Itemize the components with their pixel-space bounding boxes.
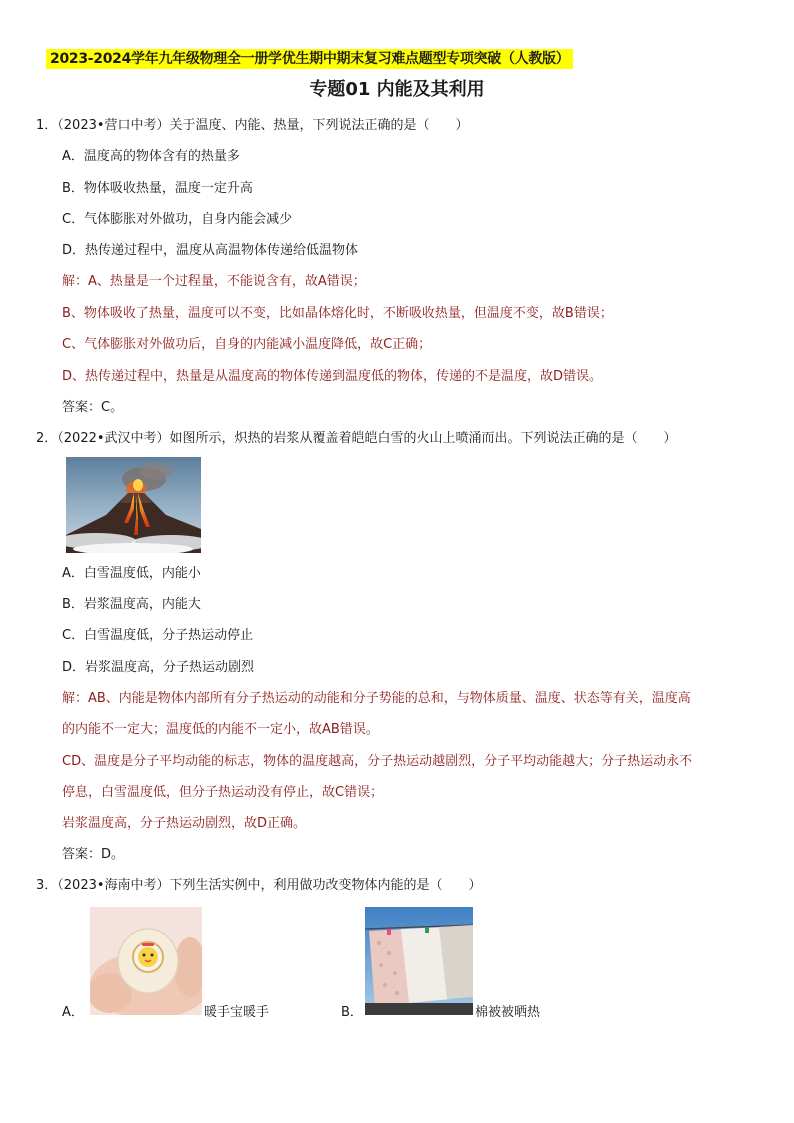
q1-solution-line: D、热传递过程中，热量是从温度高的物体传递到温度低的物体，传递的不是温度，故D错误。	[62, 369, 603, 384]
quilt-drying-image	[365, 907, 473, 1015]
page-title: 专题01 内能及其利用	[309, 79, 485, 100]
q2-solution-line: 岩浆温度高，分子热运动剧烈，故D正确。	[62, 816, 307, 831]
q1-solution-line: B、物体吸收了热量，温度可以不变，比如晶体熔化时，不断吸收热量，但温度不变，故B错误；	[62, 306, 613, 321]
question-2-stem: 2．（2022•武汉中考）如图所示，炽热的岩浆从覆盖着皑皑白雪的火山上喷涌而出。下列说法正确的是（ ）	[36, 431, 677, 446]
q2-solution-line: 停息，白雪温度低，但分子热运动没有停止，故C错误；	[62, 785, 384, 800]
q1-answer: 答案：C。	[62, 400, 124, 415]
q2-solution-line: 解：AB、内能是物体内部所有分子热运动的动能和分子势能的总和，与物体质量、温度、状态等有关，温度高	[62, 691, 691, 706]
header-banner: 2023-2024学年九年级物理全一册学优生期中期末复习难点题型专项突破（人教版）	[46, 49, 573, 69]
question-3-stem: 3．（2023•海南中考）下列生活实例中，利用做功改变物体内能的是（ ）	[36, 878, 482, 893]
question-1-stem: 1．（2023•营口中考）关于温度、内能、热量，下列说法正确的是（ ）	[36, 118, 469, 133]
q1-option-d: D．热传递过程中，温度从高温物体传递给低温物体	[62, 243, 359, 258]
q2-solution-line: CD、温度是分子平均动能的标志，物体的温度越高，分子热运动越剧烈，分子平均动能越大；分子热运动永不	[62, 754, 693, 769]
q3-option-b-letter: B．	[341, 1005, 363, 1020]
q3-option-b-text: 棉被被晒热	[475, 1005, 541, 1020]
q3-option-a-letter: A．	[62, 1005, 84, 1020]
q3-option-a-text: 暖手宝暖手	[204, 1005, 270, 1020]
q1-option-a: A．温度高的物体含有的热量多	[62, 149, 240, 164]
q2-option-b: B．岩浆温度高，内能大	[62, 597, 201, 612]
q1-solution-line: C、气体膨胀对外做功后，自身的内能减小温度降低，故C正确；	[62, 337, 432, 352]
q1-option-c: C．气体膨胀对外做功，自身内能会减少	[62, 212, 293, 227]
q1-solution-line: 解：A、热量是一个过程量，不能说含有，故A错误；	[62, 274, 366, 289]
q2-option-d: D．岩浆温度高，分子热运动剧烈	[62, 660, 255, 675]
hand-warmer-image	[90, 907, 202, 1015]
q2-option-a: A．白雪温度低，内能小	[62, 566, 201, 581]
q2-solution-line: 的内能不一定大；温度低的内能不一定小，故AB错误。	[62, 722, 379, 737]
q1-option-b: B．物体吸收热量，温度一定升高	[62, 181, 253, 196]
q2-option-c: C．白雪温度低，分子热运动停止	[62, 628, 254, 643]
q2-answer: 答案：D。	[62, 847, 125, 862]
volcano-image	[66, 457, 201, 553]
